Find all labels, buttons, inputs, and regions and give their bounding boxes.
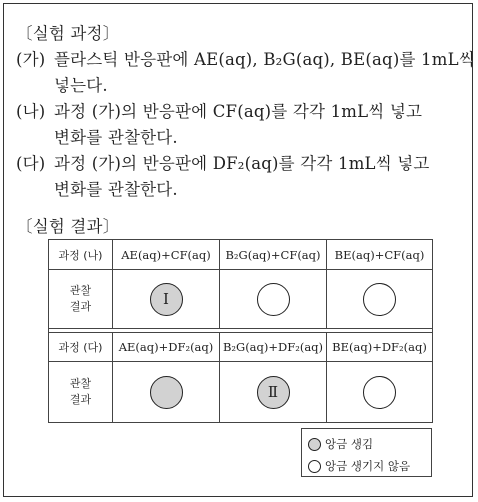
obs-label (49, 270, 113, 329)
results-table (48, 239, 433, 423)
precipitate-circle (363, 376, 396, 409)
empty-circle-icon (308, 460, 321, 473)
legend-filled (308, 436, 373, 452)
row-header-da: 과정 (다) (49, 333, 113, 362)
result-cell (220, 362, 327, 423)
column-header: B₂G(aq)+DF₂(aq) (220, 333, 327, 362)
step-na (16, 98, 422, 122)
step-da-cont: 변화를 관찰한다. (54, 180, 178, 199)
step-na-cont: 변화를 관찰한다. (54, 128, 178, 147)
filled-circle-icon (308, 438, 321, 451)
procedure-heading: 〔실험 과정〕 (16, 24, 120, 43)
result-heading: 〔실험 결과〕 (16, 217, 120, 236)
step-text: 과정 (가)의 반응판에 DF₂(aq)를 각각 1mL씩 넣고 (54, 154, 430, 173)
precipitate-circle (150, 376, 183, 409)
result-cell (327, 270, 433, 329)
result-cell (113, 362, 220, 423)
step-label: (다) (16, 154, 46, 173)
legend-empty (308, 458, 410, 474)
precipitate-circle (363, 283, 396, 316)
legend-filled-label: 앙금 생김 (325, 437, 374, 451)
table-row (49, 270, 433, 329)
table-row (49, 240, 433, 270)
result-cell (220, 270, 327, 329)
circle-mark: Ⅱ (267, 383, 279, 401)
legend (301, 428, 432, 477)
precipitate-circle (257, 376, 290, 409)
obs-label (49, 362, 113, 423)
step-ga-cont: 넣는다. (54, 76, 108, 95)
step-ga (16, 46, 475, 70)
step-text: 과정 (가)의 반응판에 CF(aq)를 각각 1mL씩 넣고 (54, 102, 423, 121)
step-text: 플라스틱 반응판에 AE(aq), B₂G(aq), BE(aq)를 1mL씩 (54, 50, 475, 69)
precipitate-circle (257, 283, 290, 316)
result-cell (327, 362, 433, 423)
legend-empty-label: 앙금 생기지 않음 (325, 459, 411, 473)
obs-label-text: 관찰 결과 (69, 377, 92, 406)
step-label: (가) (16, 50, 46, 69)
column-header: B₂G(aq)+CF(aq) (220, 240, 327, 270)
table-row (49, 362, 433, 423)
circle-mark: Ⅰ (163, 290, 169, 308)
result-cell (113, 270, 220, 329)
obs-label-text: 관찰 결과 (69, 284, 92, 313)
table-row (49, 333, 433, 362)
row-header-na: 과정 (나) (49, 240, 113, 270)
precipitate-circle (150, 283, 183, 316)
column-header: BE(aq)+DF₂(aq) (327, 333, 433, 362)
column-header: AE(aq)+DF₂(aq) (113, 333, 220, 362)
step-da (16, 150, 430, 174)
column-header: BE(aq)+CF(aq) (327, 240, 433, 270)
column-header: AE(aq)+CF(aq) (113, 240, 220, 270)
step-label: (나) (16, 102, 46, 121)
